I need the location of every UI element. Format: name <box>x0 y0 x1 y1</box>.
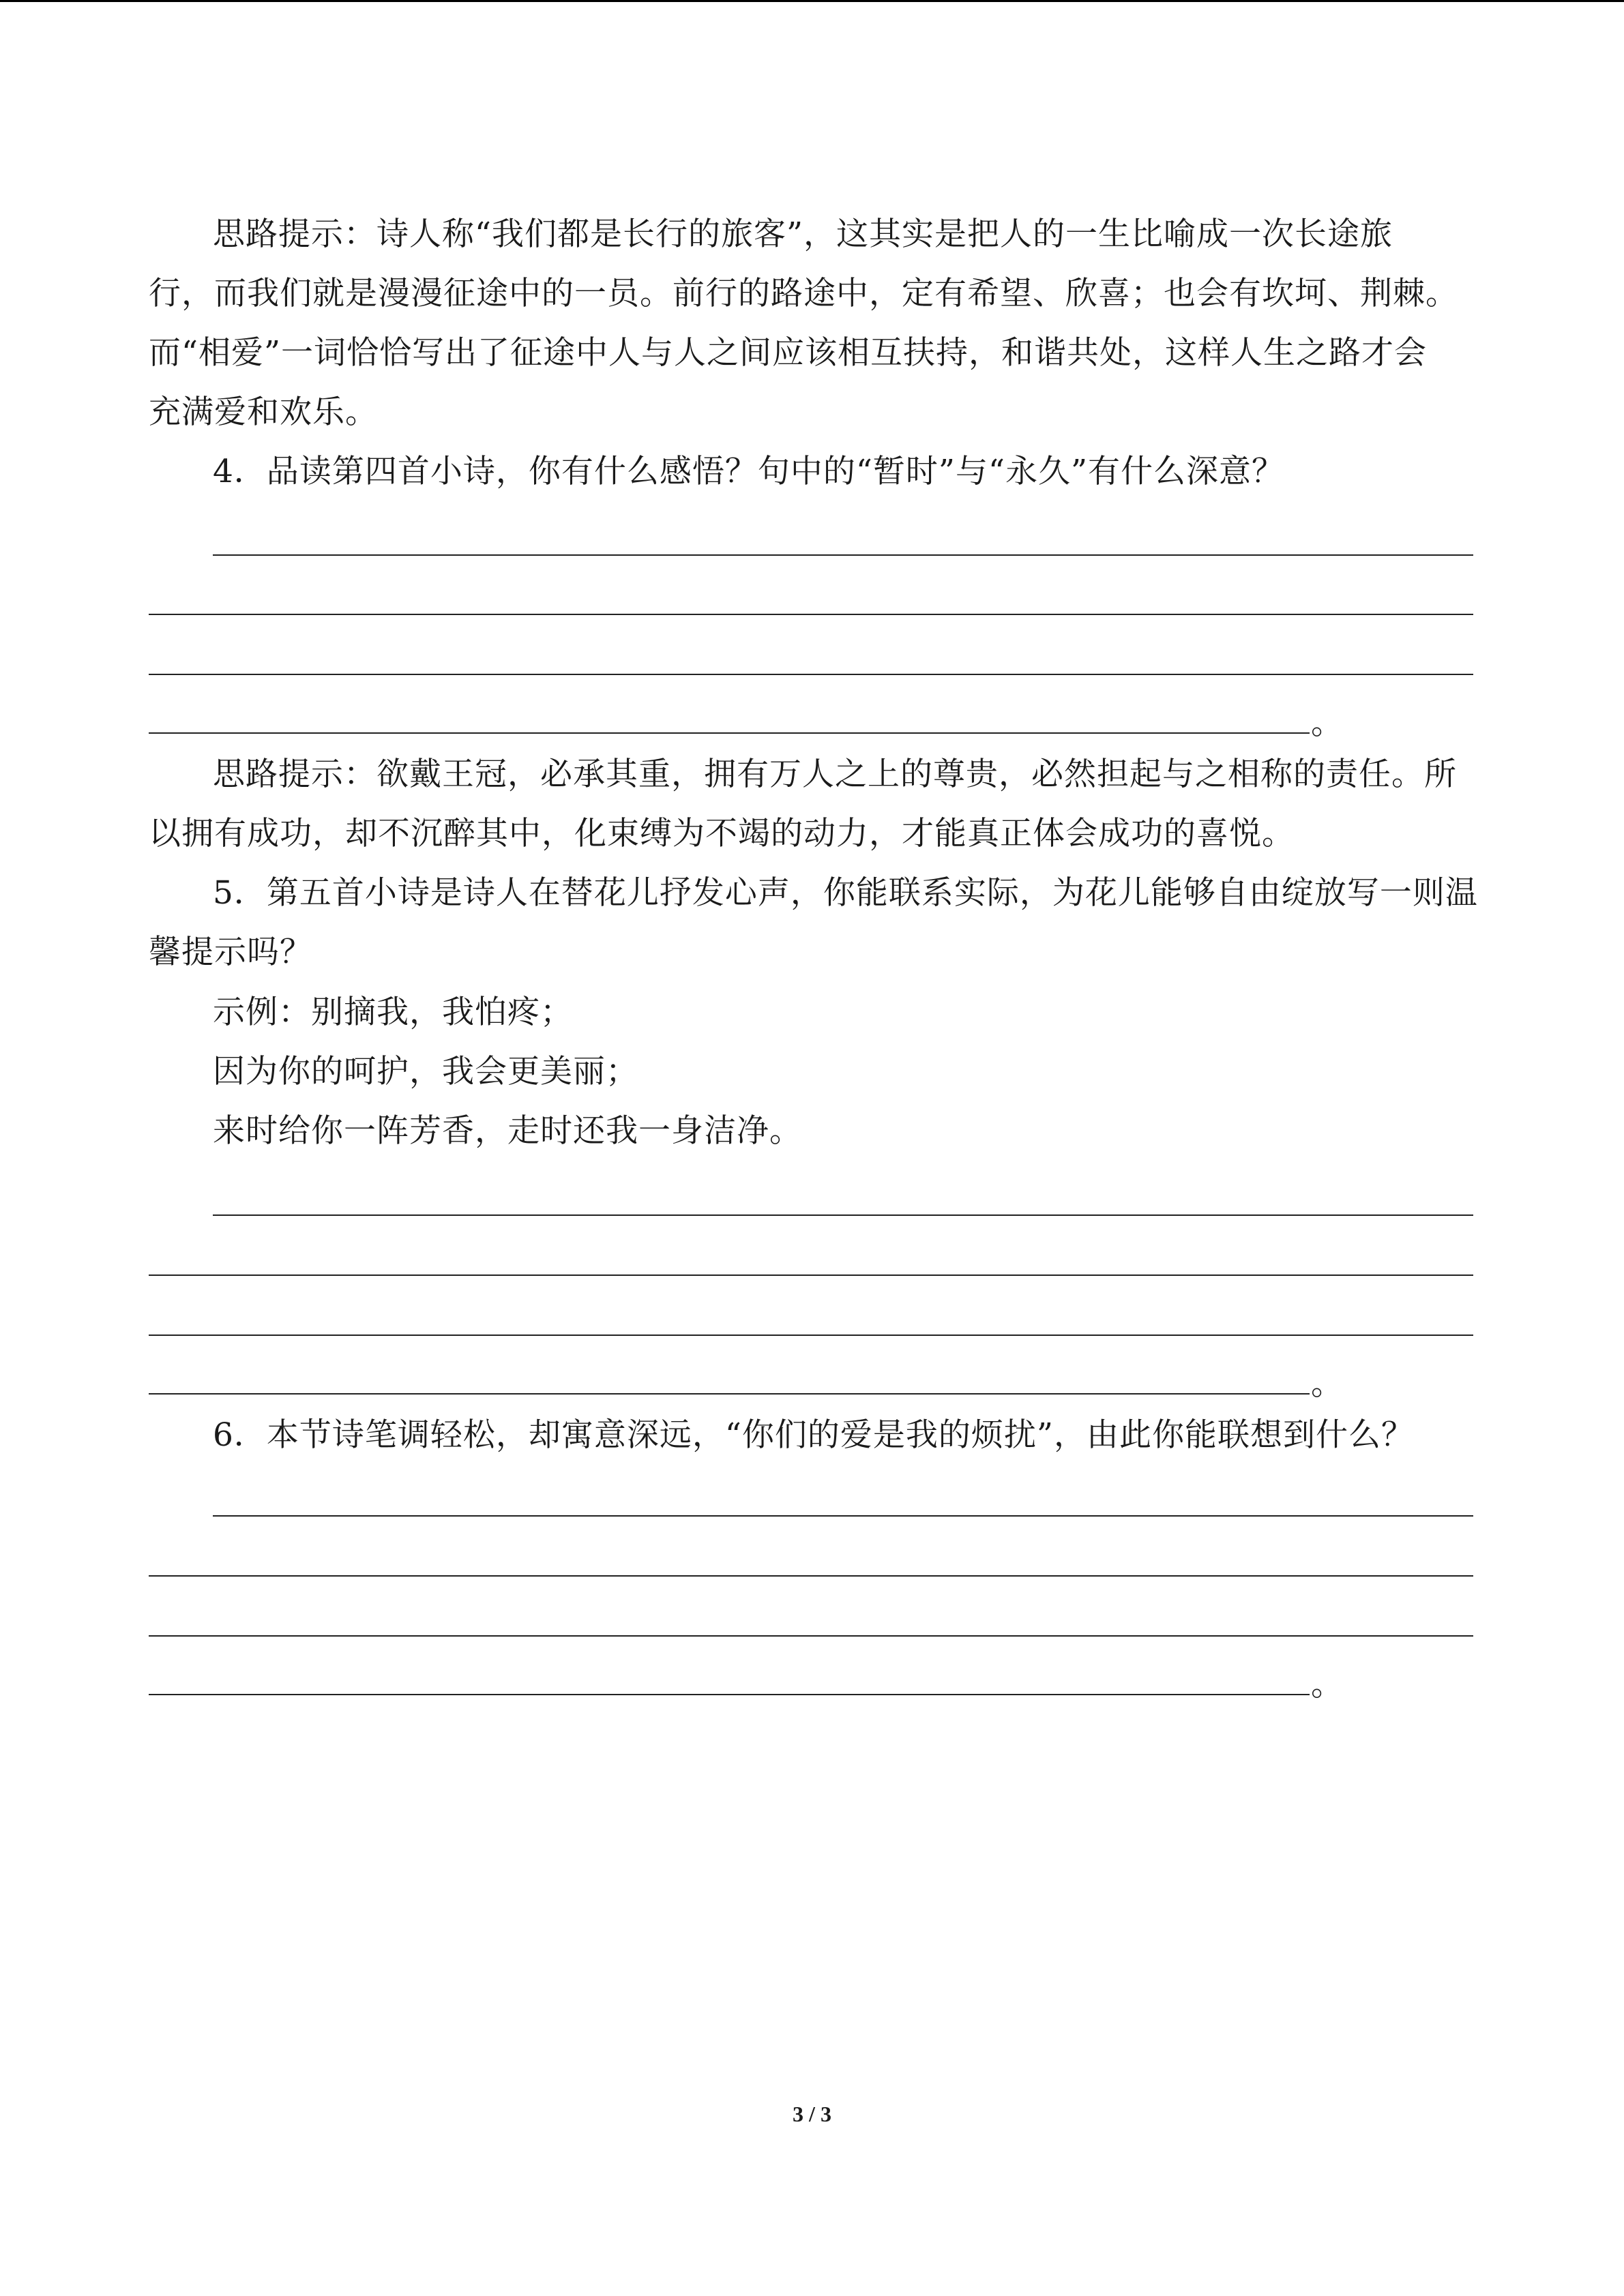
q6-answer-line-4[interactable] <box>149 1694 1310 1695</box>
q5-period: 。 <box>1311 1365 1343 1403</box>
q6-answer-line-1[interactable] <box>213 1515 1473 1517</box>
question-6: 6．本节诗笔调轻松，却寓意深远，“你们的爱是我的烦扰”，由此你能联想到什么？ <box>213 1416 1414 1454</box>
q4-answer-line-3[interactable] <box>149 674 1473 675</box>
q6-period: 。 <box>1311 1666 1343 1703</box>
question-5-line-1: 5．第五首小诗是诗人在替花儿抒发心声，你能联系实际，为花儿能够自由绽放写一则温 <box>213 874 1478 912</box>
q5-answer-line-4[interactable] <box>149 1393 1310 1395</box>
question-5-line-2: 馨提示吗？ <box>149 934 312 971</box>
hint4-line-1: 思路提示：欲戴王冠，必承其重，拥有万人之上的尊贵，必然担起与之相称的责任。所 <box>213 756 1457 793</box>
hint4-line-2: 以拥有成功，却不沉醉其中，化束缚为不竭的动力，才能真正体会成功的喜悦。 <box>149 815 1295 852</box>
page-top-border <box>0 0 1624 2</box>
q4-answer-line-4[interactable] <box>149 732 1310 734</box>
hint3-line-4: 充满爱和欢乐。 <box>149 393 378 431</box>
q6-answer-line-3[interactable] <box>149 1635 1473 1637</box>
q5-example-line-2: 因为你的呵护，我会更美丽； <box>213 1053 638 1090</box>
q4-answer-line-2[interactable] <box>149 614 1473 615</box>
hint3-line-1: 思路提示：诗人称“我们都是长行的旅客”，这其实是把人的一生比喻成一次长途旅 <box>213 215 1393 253</box>
question-4: 4．品读第四首小诗，你有什么感悟？句中的“暂时”与“永久”有什么深意？ <box>213 453 1285 490</box>
q5-answer-line-3[interactable] <box>149 1335 1473 1336</box>
q5-example-line-1: 示例：别摘我，我怕疼； <box>213 994 573 1031</box>
q5-example-line-3: 来时给你一阵芳香，走时还我一身洁净。 <box>213 1112 802 1150</box>
hint3-line-3: 而“相爱”一词恰恰写出了征途中人与人之间应该相互扶持，和谐共处，这样人生之路才会 <box>149 334 1428 372</box>
page-number: 3 / 3 <box>793 2102 831 2126</box>
q5-answer-line-2[interactable] <box>149 1274 1473 1276</box>
q5-answer-line-1[interactable] <box>213 1214 1473 1216</box>
q6-answer-line-2[interactable] <box>149 1575 1473 1577</box>
q4-answer-line-1[interactable] <box>213 554 1473 556</box>
hint3-line-2: 行，而我们就是漫漫征途中的一员。前行的路途中，定有希望、欣喜；也会有坎坷、荆棘。 <box>149 275 1458 312</box>
q4-period: 。 <box>1311 704 1343 742</box>
